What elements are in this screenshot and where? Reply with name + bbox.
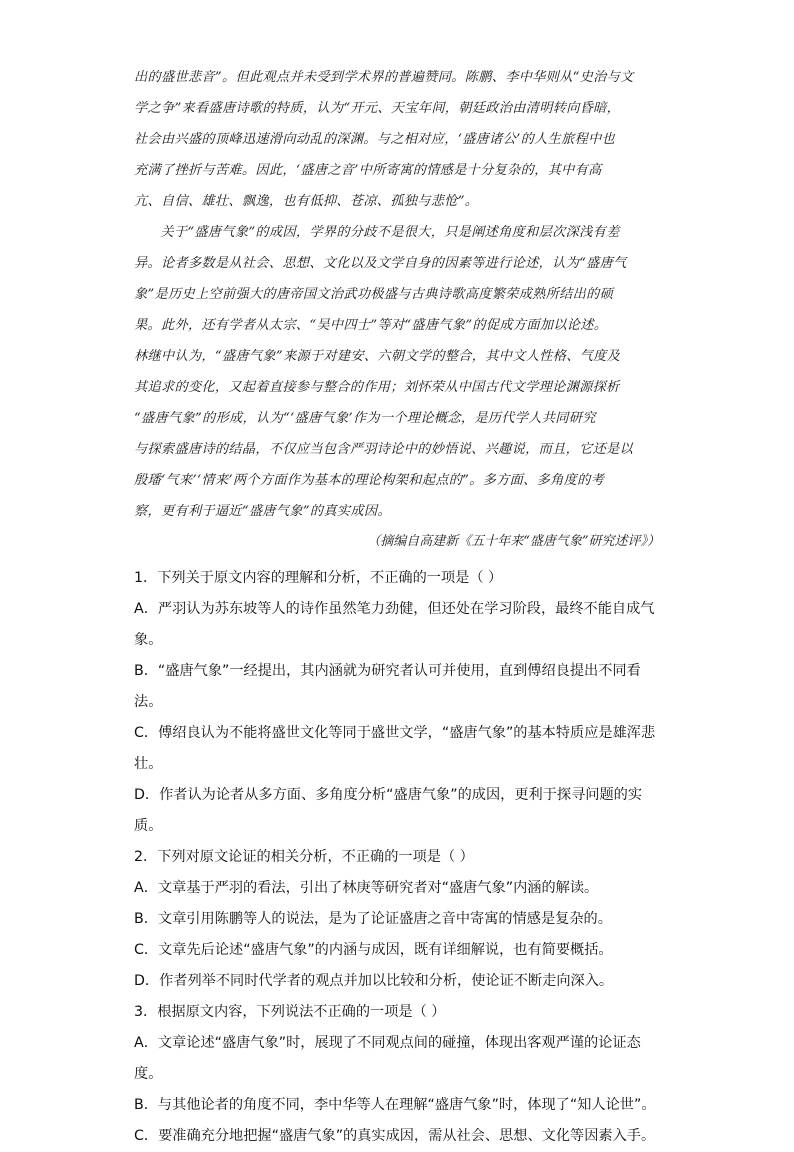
- passage-line: “盛唐气象”的形成，认为“‘盛唐气象’作为一个理论概念，是历代学人共同研究: [134, 411, 596, 426]
- passage-line: 殷璠‘气来’‘情来’两个方面作为基本的理论构架和起点的”。多方面、多角度的考: [134, 473, 605, 488]
- passage-line: 果。此外，还有学者从太宗、“吴中四士”等对“盛唐气象”的促成方面加以论述。: [134, 318, 608, 333]
- question-1-option-d: D．作者认为论者从多方面、多角度分析“盛唐气象”的成因，更利于探寻问题的实质。: [134, 787, 643, 834]
- question-1-option-c: C．傅绍良认为不能将盛世文化等同于盛世文学，“盛唐气象”的基本特质应是雄浑悲壮。: [134, 725, 656, 772]
- question-3-stem: 3．根据原文内容，下列说法不正确的一项是（ ）: [134, 1004, 446, 1020]
- question-2-stem: 2．下列对原文论证的相关分析，不正确的一项是（ ）: [134, 849, 474, 865]
- reading-passage: [134, 62, 662, 527]
- question-2-option-c: C．文章先后论述“盛唐气象”的内涵与成因，既有详细解说，也有简要概括。: [134, 942, 613, 958]
- passage-line: 林继中认为，“盛唐气象”来源于对建安、六朝文学的整合，其中文人性格、气度及: [134, 349, 621, 364]
- question-2-option-d: D．作者列举不同时代学者的观点并加以比较和分析，使论证不断走向深入。: [134, 973, 614, 989]
- question-3-option-b: B．与其他论者的角度不同，李中华等人在理解“盛唐气象”时，体现了“知人论世”。: [134, 1097, 656, 1113]
- passage-paragraph-1: [134, 62, 662, 217]
- passage-line: 关于“盛唐气象”的成因，学界的分歧不是很大，只是阐述角度和层次深浅有差: [160, 225, 620, 240]
- passage-paragraph-2: [134, 217, 662, 527]
- passage-line: 察，更有利于逼近“盛唐气象”的真实成因。: [134, 504, 391, 519]
- passage-line: 社会由兴盛的顶峰迅速滑向动乱的深渊。与之相对应，‘盛唐诸公’的人生旅程中也: [134, 132, 616, 147]
- passage-line: 学之争”来看盛唐诗歌的特质，认为“开元、天宝年间，朝廷政治由清明转向昏暗，: [134, 101, 621, 116]
- passage-line: 亢、自信、雄壮、飘逸，也有低抑、苍凉、孤独与悲怆”。: [134, 194, 479, 209]
- question-2-option-a: A．文章基于严羽的看法，引出了林庚等研究者对“盛唐气象”内涵的解读。: [134, 880, 599, 896]
- question-1-option-a: A．严羽认为苏东坡等人的诗作虽然笔力劲健，但还处在学习阶段，最终不能自成气象。: [134, 601, 655, 648]
- question-1-stem: 1．下列关于原文内容的理解和分析，不正确的一项是（ ）: [134, 570, 503, 586]
- question-3-option-c: C．要准确充分地把握“盛唐气象”的真实成因，需从社会、思想、文化等因素入手。: [134, 1128, 656, 1144]
- passage-line: 出的盛世悲音”。但此观点并未受到学术界的普遍赞同。陈鹏、李中华则从“史治与文: [134, 70, 634, 85]
- passage-line: 象”是历史上空前强大的唐帝国文治武功极盛与古典诗歌高度繁荣成熟所结出的硕: [134, 287, 614, 302]
- question-list: [134, 563, 664, 1152]
- question-1-option-b: B．“盛唐气象”一经提出，其内涵就为研究者认可并使用，直到傅绍良提出不同看法。: [134, 663, 641, 710]
- question-2-option-b: B．文章引用陈鹏等人的说法，是为了论证盛唐之音中寄寓的情感是复杂的。: [134, 911, 612, 927]
- passage-line: 与探索盛唐诗的结晶，不仅应当包含严羽诗论中的妙悟说、兴趣说，而且，它还是以: [134, 442, 634, 457]
- passage-source: （摘编自高建新《五十年来“盛唐气象”研究述评》）: [367, 534, 660, 549]
- passage-line: 其追求的变化，又起着直接参与整合的作用；刘怀荣从中国古代文学理论渊源探析: [134, 380, 620, 395]
- passage-line: 异。论者多数是从社会、思想、文化以及文学自身的因素等进行论述，认为“盛唐气: [134, 256, 627, 271]
- question-3-option-a: A．文章论述“盛唐气象”时，展现了不同观点间的碰撞，体现出客观严谨的论证态度。: [134, 1035, 641, 1082]
- passage-line: 充满了挫折与苦难。因此，‘盛唐之音’中所寄寓的情感是十分复杂的，其中有高: [134, 163, 602, 178]
